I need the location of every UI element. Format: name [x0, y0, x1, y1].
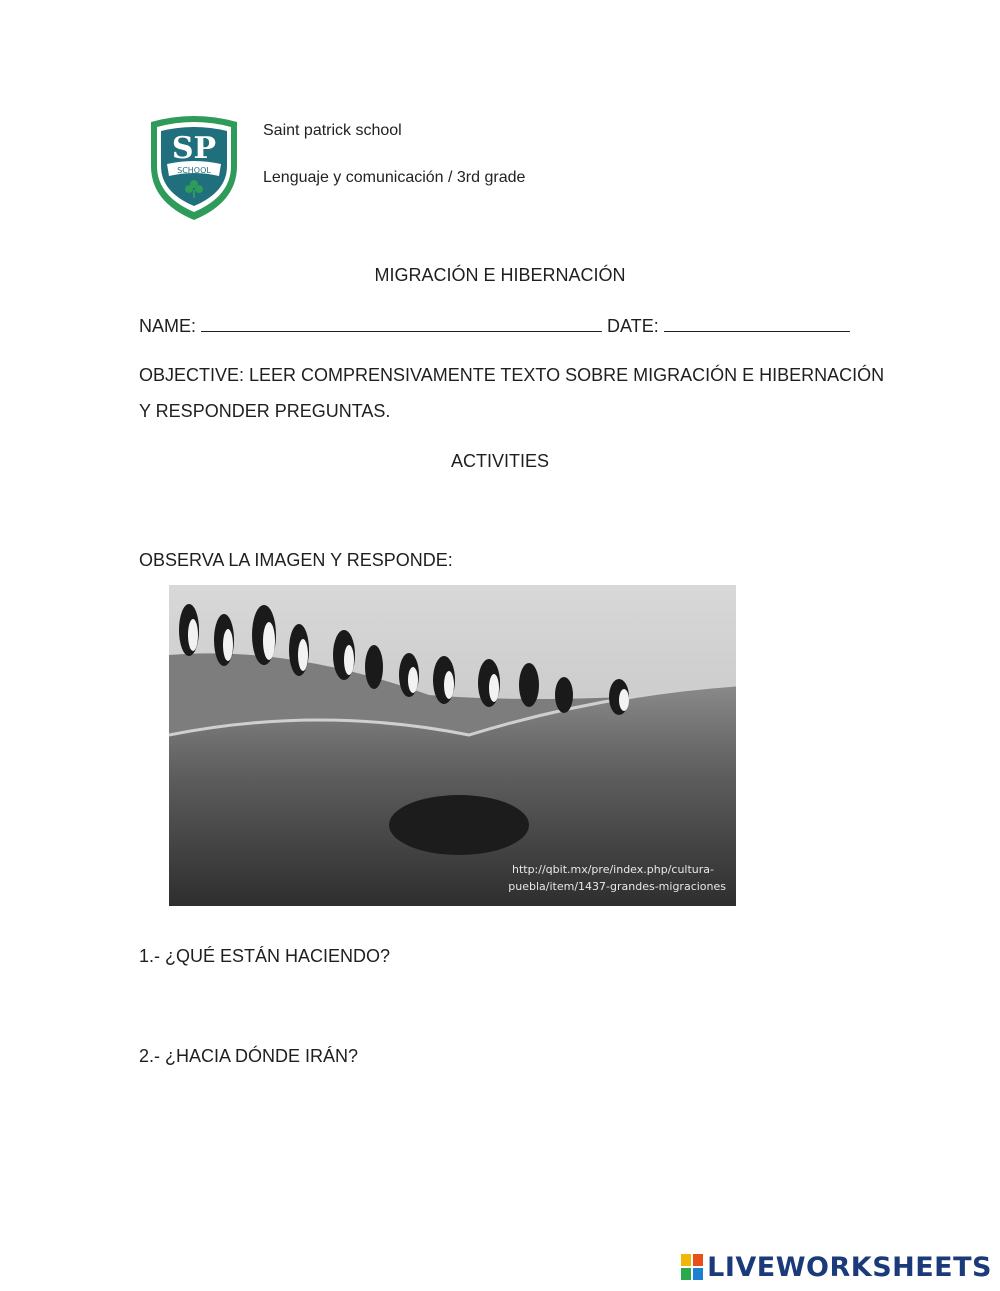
liveworksheets-icon [681, 1254, 703, 1280]
photo-caption-2: puebla/item/1437-grandes-migraciones [508, 880, 726, 893]
school-name: Saint patrick school [263, 122, 402, 139]
brand-text: LIVEWORKSHEETS [707, 1251, 992, 1283]
objective-line-1: OBJECTIVE: LEER COMPRENSIVAMENTE TEXTO SOBRE MIGRACIÓN E HIBERNACIÓN [139, 365, 885, 385]
name-field[interactable] [201, 315, 602, 332]
school-logo [143, 114, 245, 224]
worksheet-title: MIGRACIÓN E HIBERNACIÓN [374, 265, 626, 285]
photo-caption-1: http://qbit.mx/pre/index.php/cultura- [511, 863, 714, 876]
question-2: 2.- ¿HACIA DÓNDE IRÁN? [139, 1046, 359, 1066]
date-field[interactable] [664, 315, 850, 332]
logo-initials: SP [171, 131, 217, 166]
date-label: DATE: [607, 316, 659, 336]
subject-grade: Lenguaje y comunicación / 3rd grade [263, 169, 526, 186]
name-label: NAME: [139, 316, 197, 336]
instruction: OBSERVA LA IMAGEN Y RESPONDE: [139, 550, 453, 570]
activities-heading: ACTIVITIES [450, 451, 549, 471]
penguins-photo [169, 585, 736, 906]
logo-word: SCHOOL [177, 166, 211, 175]
question-1: 1.- ¿QUÉ ESTÁN HACIENDO? [139, 946, 391, 966]
objective-line-2: Y RESPONDER PREGUNTAS. [139, 401, 391, 421]
name-date-row [139, 315, 850, 337]
liveworksheets-brand [681, 1252, 992, 1282]
